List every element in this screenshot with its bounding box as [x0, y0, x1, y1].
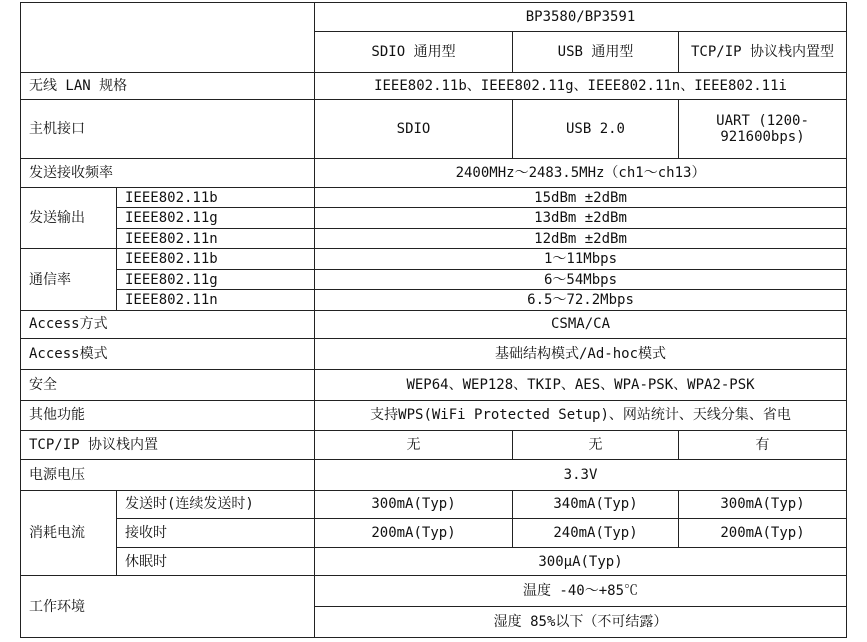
row-tcpip: [21, 431, 847, 460]
std-tx-g: IEEE802.11g: [117, 208, 315, 228]
label-freq: 发送接收频率: [21, 159, 315, 188]
header-blank-cell: [21, 3, 315, 73]
row-access-method: [21, 310, 847, 339]
value-tx-g: 13dBm ±2dBm: [315, 208, 847, 228]
std-rate-n: IEEE802.11n: [117, 290, 315, 310]
mode-current-sleep: 休眠时: [117, 547, 315, 576]
std-rate-b: IEEE802.11b: [117, 249, 315, 269]
row-host: [21, 100, 847, 159]
label-other: 其他功能: [21, 400, 315, 431]
value-current-tx-uart: 300mA(Typ): [679, 490, 847, 519]
label-access-method: Access方式: [21, 310, 315, 339]
value-current-tx-sdio: 300mA(Typ): [315, 490, 513, 519]
row-power: [21, 459, 847, 490]
row-rate-g: [21, 269, 847, 289]
value-rate-g: 6～54Mbps: [315, 269, 847, 289]
value-env-temperature: 温度 -40～+85℃: [315, 576, 847, 607]
value-freq: 2400MHz～2483.5MHz（ch1～ch13）: [315, 159, 847, 188]
value-tcpip-sdio: 无: [315, 431, 513, 460]
row-freq: [21, 159, 847, 188]
row-current-rx: [21, 519, 847, 548]
label-wlan: 无线 LAN 规格: [21, 72, 315, 100]
value-tx-n: 12dBm ±2dBm: [315, 228, 847, 248]
label-host: 主机接口: [21, 100, 315, 159]
label-tcpip: TCP/IP 协议栈内置: [21, 431, 315, 460]
label-access-mode: Access模式: [21, 339, 315, 370]
value-other: 支持WPS(WiFi Protected Setup)、网站统计、天线分集、省电: [315, 400, 847, 431]
value-access-mode: 基础结构模式/Ad-hoc模式: [315, 339, 847, 370]
row-tx-power-n: [21, 228, 847, 248]
label-power: 电源电压: [21, 459, 315, 490]
value-tcpip-usb: 无: [513, 431, 679, 460]
spec-table: [20, 2, 847, 638]
model-name: BP3580/BP3591: [315, 3, 847, 32]
row-access-mode: [21, 339, 847, 370]
value-env-humidity: 湿度 85%以下（不可结露）: [315, 607, 847, 638]
row-current-sleep: [21, 547, 847, 576]
label-current: 消耗电流: [21, 490, 117, 576]
value-current-rx-usb: 240mA(Typ): [513, 519, 679, 548]
label-env: 工作环境: [21, 576, 315, 638]
value-tx-b: 15dBm ±2dBm: [315, 188, 847, 208]
std-tx-b: IEEE802.11b: [117, 188, 315, 208]
row-current-tx: [21, 490, 847, 519]
std-tx-n: IEEE802.11n: [117, 228, 315, 248]
row-rate-b: [21, 249, 847, 269]
value-access-method: CSMA/CA: [315, 310, 847, 339]
value-rate-n: 6.5～72.2Mbps: [315, 290, 847, 310]
value-host-sdio: SDIO: [315, 100, 513, 159]
row-tx-power-b: [21, 188, 847, 208]
value-current-tx-usb: 340mA(Typ): [513, 490, 679, 519]
row-tx-power-g: [21, 208, 847, 228]
mode-current-rx: 接收时: [117, 519, 315, 548]
row-other: [21, 400, 847, 431]
variant-usb: USB 通用型: [513, 31, 679, 72]
label-security: 安全: [21, 369, 315, 400]
row-env-temp: [21, 576, 847, 607]
mode-current-tx: 发送时(连续发送时): [117, 490, 315, 519]
value-current-rx-uart: 200mA(Typ): [679, 519, 847, 548]
label-tx-power: 发送输出: [21, 188, 117, 249]
value-security: WEP64、WEP128、TKIP、AES、WPA-PSK、WPA2-PSK: [315, 369, 847, 400]
value-current-sleep: 300μA(Typ): [315, 547, 847, 576]
value-tcpip-uart: 有: [679, 431, 847, 460]
variant-tcpip: TCP/IP 协议栈内置型: [679, 31, 847, 72]
variant-sdio: SDIO 通用型: [315, 31, 513, 72]
row-security: [21, 369, 847, 400]
row-wlan: [21, 72, 847, 100]
header-row-model: [21, 3, 847, 32]
value-power: 3.3V: [315, 459, 847, 490]
label-rate: 通信率: [21, 249, 117, 310]
value-host-usb: USB 2.0: [513, 100, 679, 159]
value-current-rx-sdio: 200mA(Typ): [315, 519, 513, 548]
value-wlan: IEEE802.11b、IEEE802.11g、IEEE802.11n、IEEE802.11i: [315, 72, 847, 100]
row-rate-n: [21, 290, 847, 310]
std-rate-g: IEEE802.11g: [117, 269, 315, 289]
value-host-uart: UART (1200-921600bps): [679, 100, 847, 159]
value-rate-b: 1～11Mbps: [315, 249, 847, 269]
